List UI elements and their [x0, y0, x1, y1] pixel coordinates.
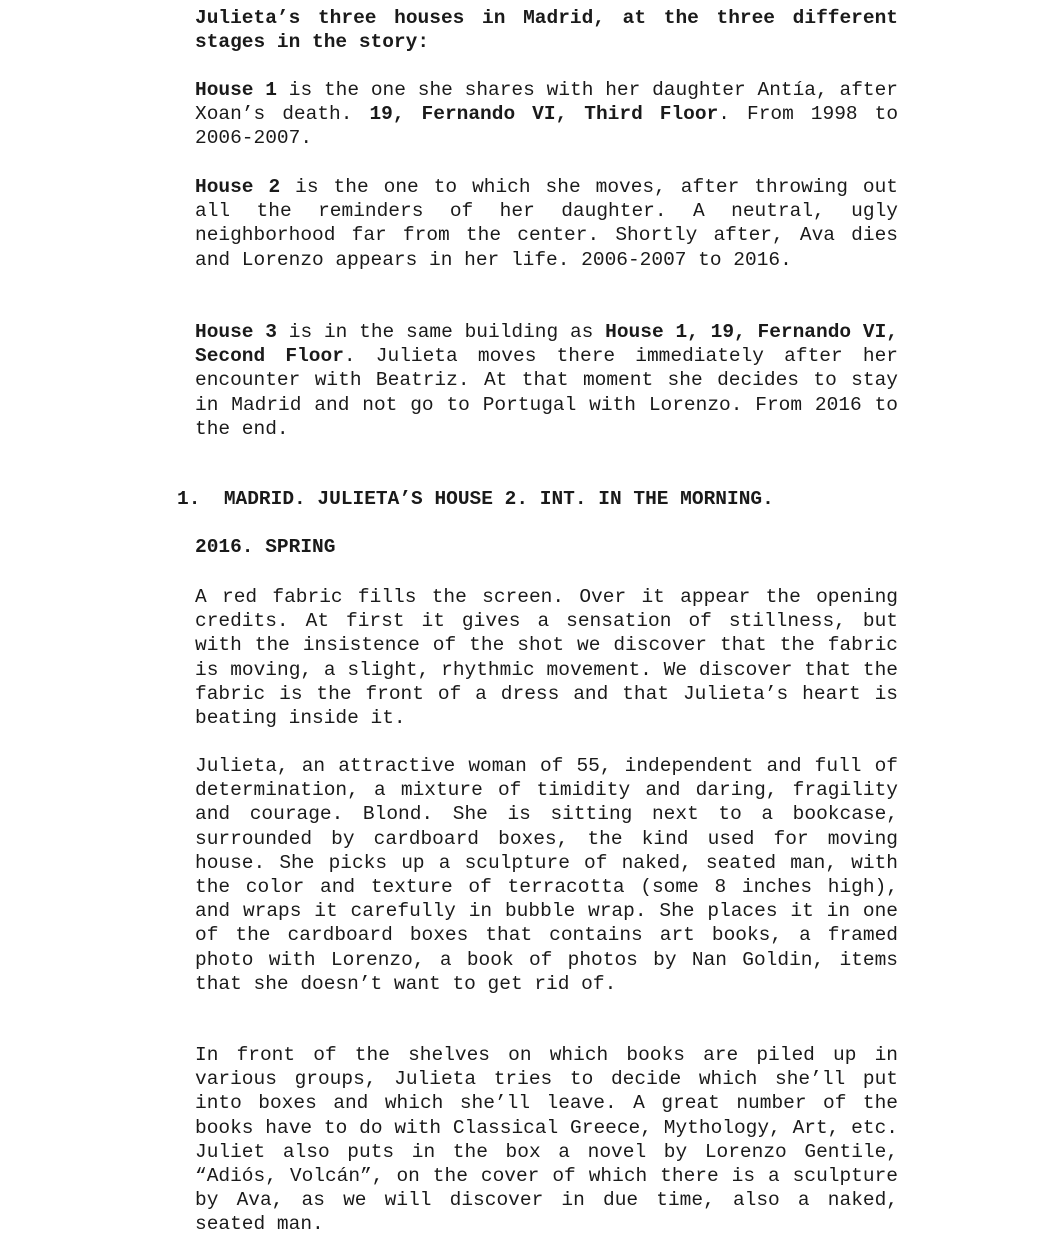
house-1-paragraph	[195, 78, 898, 151]
action-paragraph: Julieta, an attractive woman of 55, independent and full of determination, a mixture of timidity and daring, fragility and courage. Blond. She is sitting next to a bookcase, surrounded by cardboard boxes, the kind used for moving house. She picks up a sculpture of naked, seated man, with the color and texture of terracotta (some 8 inches high), and wraps it carefully in bubble wrap. She places it in one of the cardboard boxes that contains art books, a framed photo with Lorenzo, a book of photos by Nan Goldin, items that she doesn’t want to get rid of.	[195, 755, 898, 995]
house-3-text-b: . Julieta moves there immediately after her encounter with Beatriz. At that moment she decides to stay in Madrid and not go to Portugal with Lorenzo. From 2016 to the end.	[195, 345, 898, 440]
intro-paragraph	[195, 6, 898, 54]
house-3-ref: House 1, 19, Fernando VI, Second Floor	[195, 321, 898, 368]
house-2-paragraph	[195, 175, 898, 272]
scene-heading	[177, 487, 774, 511]
scene-heading-text: MADRID. JULIETA’S HOUSE 2. INT. IN THE MORNING.	[223, 488, 774, 510]
action-paragraph: In front of the shelves on which books are piled up in various groups, Julieta tries to decide which she’ll put into boxes and which she’ll leave. A great number of the books have to do with Classical Greece, Mythology, Art, etc. Juliet also puts in the box a novel by Lorenzo Gentile, “Adiós, Volcán”, on the cover of which there is a sculpture by Ava, as we will discover in due time, also a naked, seated man.	[195, 1044, 898, 1236]
scene-number: 1.	[177, 488, 201, 510]
house-1-text-a: is the one she shares with her daughter Antía, after Xoan’s death.	[195, 79, 898, 126]
house-1-label: House 1	[195, 79, 277, 101]
intro-text: Julieta’s three houses in Madrid, at the three different stages in the story:	[195, 7, 898, 54]
house-2-label: House 2	[195, 176, 281, 198]
scene-subheading: 2016. SPRING	[195, 536, 336, 558]
action-paragraph: A red fabric fills the screen. Over it appear the opening credits. At first it gives a sensation of stillness, but with the insistence of the shot we discover that the fabric is moving, a slight, rhythmic movement. We discover that the fabric is the front of a dress and that Julieta’s heart is beating inside it.	[195, 586, 898, 730]
house-1-text-b: . From 1998 to 2006-2007.	[195, 103, 899, 150]
house-3-label: House 3	[195, 321, 277, 343]
house-3-paragraph	[195, 320, 898, 441]
house-3-text-a: is in the same building as	[277, 321, 606, 343]
house-1-address: 19, Fernando VI, Third Floor	[369, 103, 719, 126]
house-2-text: is the one to which she moves, after throwing out all the reminders of her daughter. A neutral, ugly neighborhood far from the center. Shortly after, Ava dies and Lorenzo appears in her life. 2006-2007 to 2016.	[195, 176, 898, 271]
